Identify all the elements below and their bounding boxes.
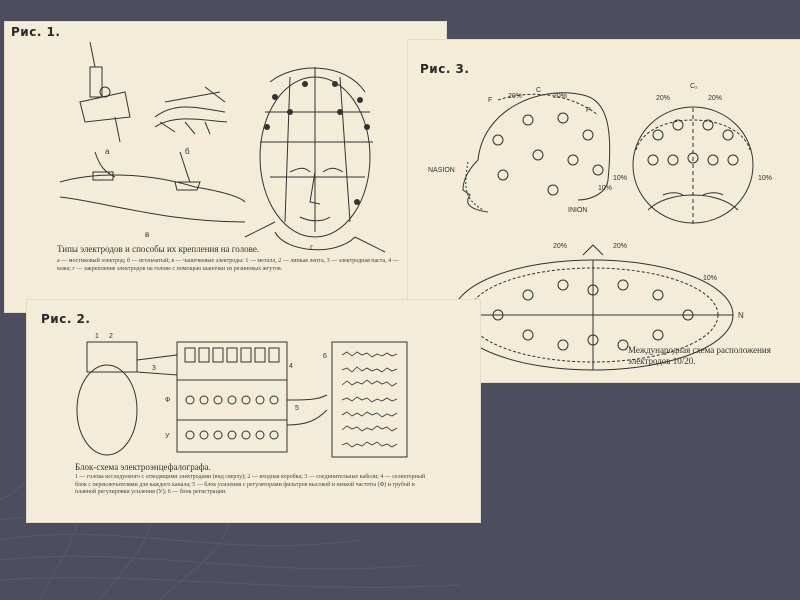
fig2-number-6: 6 [323, 353, 327, 360]
fig2-number-1: 1 [95, 333, 99, 340]
label-20-top-b: 20% [613, 243, 628, 250]
fig2-number-4: 4 [289, 363, 293, 370]
label-10-side: 10% [598, 185, 613, 192]
fig2-phi-label: Ф [165, 397, 171, 404]
figure-2-caption-title: Блок-схема электроэнцефалографа. [75, 462, 211, 472]
fig1-label-g: г [310, 243, 313, 252]
label-20-front-a: 20% [656, 95, 671, 102]
label-cz-front: C₂ [690, 83, 698, 90]
fig2-u-label: У [165, 433, 170, 440]
figure-1-card [5, 22, 446, 312]
fig1-label-a: а [105, 147, 110, 156]
label-20-side-a: 20% [508, 93, 523, 100]
fig1-label-v: в [145, 230, 150, 239]
label-p-side: P [586, 107, 591, 114]
label-inion: INION [568, 207, 588, 214]
label-10-top: 10% [703, 275, 718, 282]
label-nasion: NASION [428, 167, 455, 174]
label-10-front-b: 10% [758, 175, 773, 182]
figure-1-caption-title: Типы электродов и способы их крепления на голове. [57, 244, 260, 254]
figure-1-drawings [5, 22, 446, 262]
fig1-label-b: б [185, 147, 190, 156]
label-20-top-a: 20% [553, 243, 568, 250]
figure-2-caption-text: 1 — голова исследуемого с отводящими электродами (вид сверху); 2 — входная коробка; 3 — соединительные кабели; 4 — селекторный блок с переключателями для каждого канала; 5 — блок усиления с регуляторами фильтров высокой и низкой частоты (Ф) и грубой и плавной регулировки усиления (У); 6 — блок регистрации. [75, 474, 426, 495]
label-20-front-b: 20% [708, 95, 723, 102]
figure-2-drawings [27, 300, 480, 470]
label-10-front-a: 10% [613, 175, 628, 182]
label-20-side-b: 20% [553, 93, 568, 100]
figure-3-caption: Международная схема расположения электродов 10/20. [628, 345, 771, 366]
figure-3-title: Рис. 3. [420, 62, 470, 76]
figure-2-title: Рис. 2. [41, 312, 91, 326]
figure-1-caption-text: а — мостиковый электрод; б — игольчатый; в — чашечковые электроды: 1 — металл, 2 — липкая лента, 3 — электродная паста, 4 — кожа; г — закрепление электродов на голове с помощью шапочки из резиновых жгутов. [57, 258, 399, 272]
label-f-side: F [488, 97, 493, 104]
label-n-top: N [738, 311, 744, 320]
figure-2-card [27, 300, 480, 522]
fig2-number-3: 3 [152, 365, 156, 372]
figure-1-title: Рис. 1. [11, 25, 61, 39]
fig2-number-2: 2 [109, 333, 113, 340]
label-c-side: C [536, 87, 542, 94]
fig2-number-5: 5 [295, 405, 299, 412]
